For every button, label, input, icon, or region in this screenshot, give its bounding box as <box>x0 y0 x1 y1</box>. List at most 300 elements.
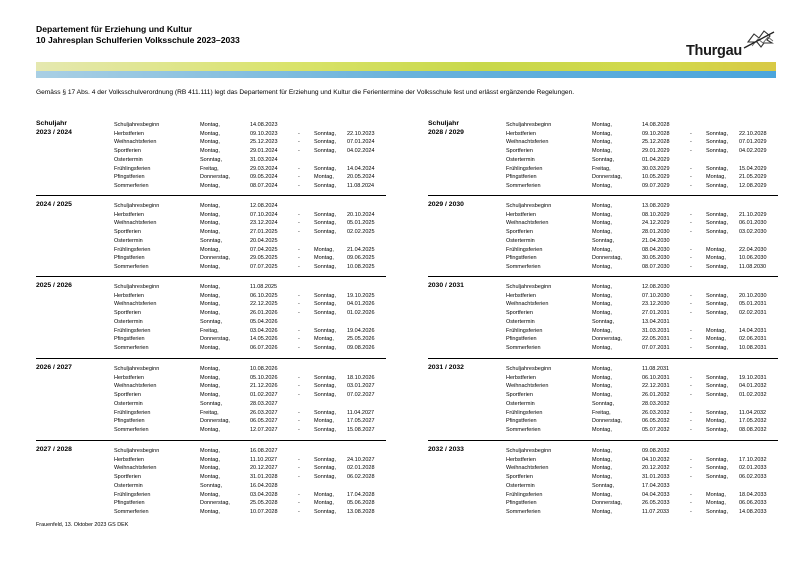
start-weekday: Sonntag, <box>200 237 223 244</box>
range-dash: - <box>690 500 692 507</box>
start-weekday: Montag, <box>200 229 220 236</box>
end-weekday: Sonntag, <box>314 148 337 155</box>
holiday-name: Ostertermin <box>114 156 143 163</box>
holiday-row <box>36 300 386 309</box>
start-date: 11.10.2027 <box>250 456 278 463</box>
start-weekday: Montag, <box>200 284 220 290</box>
end-date: 07.02.2027 <box>347 392 375 399</box>
blue-band <box>36 71 776 78</box>
holiday-name: Schuljahresbeginn <box>506 366 552 372</box>
start-weekday: Montag, <box>200 392 220 399</box>
start-date: 20.12.2027 <box>250 465 278 472</box>
holiday-row <box>428 508 778 517</box>
range-dash: - <box>690 327 692 334</box>
holiday-row <box>36 447 386 456</box>
start-weekday: Montag, <box>592 284 612 290</box>
range-dash: - <box>298 220 300 227</box>
start-weekday: Montag, <box>592 148 612 155</box>
start-date: 23.12.2030 <box>642 301 670 308</box>
end-date: 22.04.2030 <box>739 246 767 253</box>
holiday-name: Weihnachtsferien <box>506 465 549 472</box>
start-date: 10.08.2026 <box>250 366 278 372</box>
end-weekday: Montag, <box>314 336 334 343</box>
start-weekday: Montag, <box>200 310 220 317</box>
holiday-row <box>36 327 386 336</box>
holiday-row <box>36 318 386 327</box>
start-date: 31.01.2028 <box>250 474 278 481</box>
holiday-row <box>428 219 778 228</box>
range-dash: - <box>690 409 692 416</box>
holiday-name: Herbstferien <box>114 130 144 137</box>
start-weekday: Sonntag, <box>200 318 223 325</box>
start-weekday: Montag, <box>592 182 612 189</box>
start-date: 05.07.2032 <box>642 426 670 433</box>
start-date: 21.04.2030 <box>642 237 670 244</box>
holiday-name: Sommerferien <box>114 263 149 270</box>
holiday-row <box>36 138 386 147</box>
start-weekday: Montag, <box>200 465 220 472</box>
range-dash: - <box>298 491 300 498</box>
end-weekday: Sonntag, <box>314 508 337 515</box>
start-date: 07.10.2024 <box>250 211 278 218</box>
holiday-name: Schuljahresbeginn <box>114 284 160 290</box>
holiday-row <box>428 130 778 139</box>
thurgau-logo <box>686 28 776 62</box>
end-date: 03.01.2027 <box>347 383 375 390</box>
end-weekday: Sonntag, <box>314 426 337 433</box>
end-weekday: Sonntag, <box>706 182 729 189</box>
thurgau-lions-icon <box>742 28 776 50</box>
end-weekday: Sonntag, <box>314 182 337 189</box>
holiday-row <box>36 165 386 174</box>
range-dash: - <box>298 374 300 381</box>
holiday-row <box>36 400 386 409</box>
end-weekday: Sonntag, <box>314 263 337 270</box>
end-date: 17.04.2028 <box>347 491 375 498</box>
end-weekday: Sonntag, <box>314 165 337 172</box>
start-date: 29.05.2025 <box>250 255 278 262</box>
holiday-name: Pfingstferien <box>114 418 145 425</box>
end-weekday: Montag, <box>314 500 334 507</box>
end-date: 20.10.2030 <box>739 292 767 299</box>
start-weekday: Montag, <box>592 301 612 308</box>
start-date: 13.04.2031 <box>642 318 670 325</box>
holiday-row <box>428 237 778 246</box>
holiday-name: Weihnachtsferien <box>506 383 549 390</box>
start-weekday: Donnerstag, <box>200 418 230 425</box>
start-weekday: Sonntag, <box>592 400 615 407</box>
holiday-row <box>36 382 386 391</box>
range-dash: - <box>298 409 300 416</box>
end-date: 06.01.2030 <box>739 220 767 227</box>
start-weekday: Montag, <box>200 211 220 218</box>
holiday-name: Herbstferien <box>114 456 144 463</box>
holiday-name: Weihnachtsferien <box>506 139 549 146</box>
start-weekday: Sonntag, <box>592 482 615 489</box>
holiday-row <box>36 374 386 383</box>
school-year-block <box>36 195 386 270</box>
holiday-row <box>428 283 778 292</box>
end-weekday: Sonntag, <box>314 139 337 146</box>
end-date: 05.01.2025 <box>347 220 375 227</box>
start-date: 16.08.2027 <box>250 448 278 454</box>
start-date: 27.01.2031 <box>642 310 670 317</box>
end-date: 14.04.2024 <box>347 165 375 172</box>
start-weekday: Montag, <box>200 292 220 299</box>
holiday-row <box>428 173 778 182</box>
start-weekday: Montag, <box>592 465 612 472</box>
start-weekday: Donnerstag, <box>592 336 622 343</box>
end-date: 20.10.2024 <box>347 211 375 218</box>
holiday-row <box>36 211 386 220</box>
holiday-row <box>36 482 386 491</box>
end-date: 17.05.2032 <box>739 418 767 425</box>
school-year-block <box>36 358 386 433</box>
holiday-row <box>36 309 386 318</box>
range-dash: - <box>298 500 300 507</box>
holiday-row <box>428 473 778 482</box>
holiday-name: Herbstferien <box>506 292 536 299</box>
holiday-row <box>428 374 778 383</box>
end-weekday: Sonntag, <box>314 474 337 481</box>
start-weekday: Donnerstag, <box>200 174 230 181</box>
school-year-label: 2024 / 2025 <box>36 201 72 208</box>
holiday-name: Frühlingsferien <box>506 491 543 498</box>
end-date: 02.01.2033 <box>739 465 767 472</box>
holiday-name: Weihnachtsferien <box>506 301 549 308</box>
start-weekday: Donnerstag, <box>592 255 622 262</box>
end-date: 22.10.2023 <box>347 130 375 137</box>
start-date: 06.05.2027 <box>250 418 278 425</box>
school-year-label: 2031 / 2032 <box>428 364 464 371</box>
end-weekday: Sonntag, <box>314 383 337 390</box>
start-weekday: Montag, <box>200 508 220 515</box>
holiday-row <box>36 473 386 482</box>
start-weekday: Montag, <box>200 139 220 146</box>
end-date: 05.01.2031 <box>739 301 767 308</box>
range-dash: - <box>298 263 300 270</box>
holiday-name: Pfingstferien <box>114 500 145 507</box>
holiday-row <box>428 382 778 391</box>
holiday-name: Frühlingsferien <box>506 165 543 172</box>
range-dash: - <box>690 456 692 463</box>
holiday-name: Sportferien <box>506 148 533 155</box>
plan-title: 10 Jahresplan Schulferien Volksschule 2023–2033 <box>36 35 240 45</box>
end-date: 03.02.2030 <box>739 229 767 236</box>
end-weekday: Montag, <box>314 246 334 253</box>
end-date: 04.01.2032 <box>739 383 767 390</box>
range-dash: - <box>690 211 692 218</box>
range-dash: - <box>690 344 692 351</box>
holiday-name: Ostertermin <box>506 237 535 244</box>
end-date: 22.10.2028 <box>739 130 767 137</box>
start-weekday: Donnerstag, <box>592 418 622 425</box>
school-year-block <box>36 276 386 351</box>
start-weekday: Montag, <box>200 426 220 433</box>
start-date: 10.05.2029 <box>642 174 670 181</box>
holiday-row <box>428 318 778 327</box>
holiday-row <box>36 292 386 301</box>
start-weekday: Donnerstag, <box>592 500 622 507</box>
holiday-name: Weihnachtsferien <box>114 301 157 308</box>
end-weekday: Montag, <box>706 418 726 425</box>
end-date: 11.04.2032 <box>739 409 767 416</box>
holiday-name: Pfingstferien <box>506 255 537 262</box>
end-date: 21.05.2029 <box>739 174 767 181</box>
start-weekday: Montag, <box>592 263 612 270</box>
end-weekday: Sonntag, <box>314 392 337 399</box>
start-weekday: Montag, <box>592 203 612 209</box>
range-dash: - <box>298 246 300 253</box>
end-date: 06.02.2033 <box>739 474 767 481</box>
end-weekday: Sonntag, <box>706 301 729 308</box>
end-date: 06.02.2028 <box>347 474 375 481</box>
start-date: 25.12.2028 <box>642 139 670 146</box>
start-weekday: Montag, <box>200 203 220 209</box>
holiday-name: Sportferien <box>114 148 141 155</box>
holiday-name: Frühlingsferien <box>506 246 543 253</box>
start-date: 14.05.2026 <box>250 336 278 343</box>
start-date: 29.03.2024 <box>250 165 278 172</box>
end-weekday: Montag, <box>706 491 726 498</box>
start-date: 12.08.2024 <box>250 203 278 209</box>
holiday-name: Ostertermin <box>114 237 143 244</box>
start-date: 16.04.2028 <box>250 482 278 489</box>
end-date: 11.08.2030 <box>739 263 767 270</box>
range-dash: - <box>690 263 692 270</box>
end-date: 11.04.2027 <box>347 409 375 416</box>
start-date: 25.05.2028 <box>250 500 278 507</box>
holiday-row <box>36 219 386 228</box>
start-date: 04.10.2032 <box>642 456 670 463</box>
end-weekday: Montag, <box>314 491 334 498</box>
start-weekday: Montag, <box>200 383 220 390</box>
start-date: 06.05.2032 <box>642 418 670 425</box>
range-dash: - <box>298 139 300 146</box>
end-date: 24.10.2027 <box>347 456 375 463</box>
start-date: 26.01.2032 <box>642 392 670 399</box>
start-date: 08.07.2024 <box>250 182 278 189</box>
start-weekday: Montag, <box>200 148 220 155</box>
holiday-name: Weihnachtsferien <box>114 139 157 146</box>
holiday-name: Frühlingsferien <box>506 409 543 416</box>
end-weekday: Sonntag, <box>314 310 337 317</box>
start-weekday: Montag, <box>200 474 220 481</box>
holiday-row <box>428 499 778 508</box>
range-dash: - <box>690 148 692 155</box>
start-weekday: Montag, <box>592 344 612 351</box>
start-weekday: Montag, <box>592 474 612 481</box>
start-weekday: Montag, <box>592 448 612 454</box>
schuljahr-label: Schuljahr <box>36 120 67 127</box>
holiday-row <box>36 491 386 500</box>
start-weekday: Montag, <box>200 491 220 498</box>
end-weekday: Montag, <box>706 174 726 181</box>
range-dash: - <box>298 456 300 463</box>
holiday-row <box>36 254 386 263</box>
start-date: 09.05.2024 <box>250 174 278 181</box>
end-date: 19.10.2025 <box>347 292 375 299</box>
holiday-name: Sportferien <box>114 229 141 236</box>
start-date: 09.10.2023 <box>250 130 278 137</box>
end-weekday: Sonntag, <box>314 409 337 416</box>
start-date: 08.10.2029 <box>642 211 670 218</box>
range-dash: - <box>298 130 300 137</box>
start-date: 04.04.2033 <box>642 491 670 498</box>
start-weekday: Freitag, <box>200 165 219 172</box>
range-dash: - <box>298 310 300 317</box>
holiday-name: Schuljahresbeginn <box>114 448 160 454</box>
end-weekday: Montag, <box>314 174 334 181</box>
start-weekday: Montag, <box>200 344 220 351</box>
start-date: 26.03.2027 <box>250 409 278 416</box>
document-header <box>36 24 776 64</box>
start-date: 11.08.2031 <box>642 366 670 372</box>
start-weekday: Donnerstag, <box>200 255 230 262</box>
school-year-block <box>428 115 778 189</box>
holiday-row <box>36 202 386 211</box>
start-date: 26.05.2033 <box>642 500 670 507</box>
holiday-name: Frühlingsferien <box>114 165 151 172</box>
holiday-row <box>428 202 778 211</box>
department-title: Departement für Erziehung und Kultur <box>36 24 193 34</box>
start-date: 06.07.2026 <box>250 344 278 351</box>
holiday-row <box>36 237 386 246</box>
holiday-row <box>36 121 386 130</box>
holiday-name: Weihnachtsferien <box>114 220 157 227</box>
holiday-name: Ostertermin <box>114 400 143 407</box>
end-date: 17.10.2032 <box>739 456 767 463</box>
start-date: 05.10.2026 <box>250 374 278 381</box>
start-weekday: Freitag, <box>200 327 219 334</box>
end-date: 19.10.2031 <box>739 374 767 381</box>
end-date: 02.02.2031 <box>739 310 767 317</box>
range-dash: - <box>690 426 692 433</box>
holiday-row <box>428 400 778 409</box>
holiday-name: Schuljahresbeginn <box>114 366 160 372</box>
end-weekday: Sonntag, <box>314 456 337 463</box>
holiday-name: Herbstferien <box>506 130 536 137</box>
start-weekday: Montag, <box>200 246 220 253</box>
range-dash: - <box>690 174 692 181</box>
start-weekday: Freitag, <box>592 165 611 172</box>
holiday-name: Frühlingsferien <box>114 246 151 253</box>
end-weekday: Sonntag, <box>706 148 729 155</box>
end-date: 21.04.2025 <box>347 246 375 253</box>
holiday-name: Herbstferien <box>114 211 144 218</box>
holiday-name: Sommerferien <box>506 182 541 189</box>
holiday-row <box>36 391 386 400</box>
holiday-name: Herbstferien <box>506 456 536 463</box>
holiday-row <box>428 327 778 336</box>
end-weekday: Sonntag, <box>706 456 729 463</box>
holiday-row <box>428 456 778 465</box>
start-weekday: Donnerstag, <box>200 336 230 343</box>
holiday-name: Ostertermin <box>506 400 535 407</box>
range-dash: - <box>298 508 300 515</box>
start-weekday: Montag, <box>592 246 612 253</box>
holiday-name: Weihnachtsferien <box>114 465 157 472</box>
holiday-name: Sommerferien <box>114 426 149 433</box>
holiday-row <box>428 409 778 418</box>
holiday-row <box>428 417 778 426</box>
start-date: 31.03.2031 <box>642 327 670 334</box>
range-dash: - <box>690 246 692 253</box>
holiday-name: Sommerferien <box>506 344 541 351</box>
end-weekday: Sonntag, <box>706 409 729 416</box>
start-weekday: Montag, <box>200 456 220 463</box>
end-weekday: Sonntag, <box>706 139 729 146</box>
end-weekday: Sonntag, <box>706 310 729 317</box>
holiday-name: Herbstferien <box>506 374 536 381</box>
holiday-row <box>428 121 778 130</box>
holiday-name: Sommerferien <box>506 263 541 270</box>
range-dash: - <box>298 301 300 308</box>
holiday-name: Pfingstferien <box>506 174 537 181</box>
end-date: 15.04.2029 <box>739 165 767 172</box>
holiday-name: Ostertermin <box>114 482 143 489</box>
holiday-name: Sportferien <box>114 392 141 399</box>
range-dash: - <box>690 508 692 515</box>
end-weekday: Sonntag, <box>314 301 337 308</box>
range-dash: - <box>690 130 692 137</box>
start-weekday: Montag, <box>200 130 220 137</box>
start-weekday: Freitag, <box>200 409 219 416</box>
range-dash: - <box>690 139 692 146</box>
footer-note: Frauenfeld, 13. Oktober 2023 GS DEK <box>36 522 129 528</box>
holiday-name: Weihnachtsferien <box>114 383 157 390</box>
school-year-label: 2028 / 2029 <box>428 129 464 136</box>
start-date: 09.08.2032 <box>642 448 670 454</box>
end-date: 02.01.2028 <box>347 465 375 472</box>
school-year-block <box>428 276 778 351</box>
start-date: 14.08.2023 <box>250 122 278 128</box>
range-dash: - <box>690 418 692 425</box>
holiday-row <box>36 263 386 272</box>
start-date: 12.08.2030 <box>642 284 670 290</box>
start-date: 29.01.2029 <box>642 148 670 155</box>
end-weekday: Sonntag, <box>706 292 729 299</box>
start-date: 21.12.2026 <box>250 383 278 390</box>
start-weekday: Montag, <box>200 220 220 227</box>
range-dash: - <box>690 220 692 227</box>
start-weekday: Montag, <box>592 327 612 334</box>
end-date: 06.06.2033 <box>739 500 767 507</box>
holiday-row <box>428 138 778 147</box>
school-year-label: 2030 / 2031 <box>428 282 464 289</box>
holiday-name: Sportferien <box>506 392 533 399</box>
end-weekday: Sonntag, <box>314 327 337 334</box>
range-dash: - <box>298 182 300 189</box>
intro-text: Gemäss § 17 Abs. 4 der Volksschulverordnung (RB 411.111) legt das Departement für Erziehung und Kultur die Ferientermine der Volksschule fest und erlässt ergänzende Regelungen. <box>36 89 575 96</box>
holiday-row <box>428 335 778 344</box>
end-date: 17.05.2027 <box>347 418 375 425</box>
range-dash: - <box>298 211 300 218</box>
range-dash: - <box>690 491 692 498</box>
school-year-label: 2032 / 2033 <box>428 446 464 453</box>
holiday-row <box>428 482 778 491</box>
holiday-name: Schuljahresbeginn <box>114 122 160 128</box>
holiday-name: Sommerferien <box>114 508 149 515</box>
holiday-name: Sommerferien <box>506 508 541 515</box>
end-date: 04.02.2029 <box>739 148 767 155</box>
end-date: 15.08.2027 <box>347 426 375 433</box>
end-date: 18.10.2026 <box>347 374 375 381</box>
holiday-row <box>428 426 778 435</box>
start-date: 03.04.2028 <box>250 491 278 498</box>
start-date: 31.03.2024 <box>250 156 278 163</box>
holiday-row <box>36 156 386 165</box>
